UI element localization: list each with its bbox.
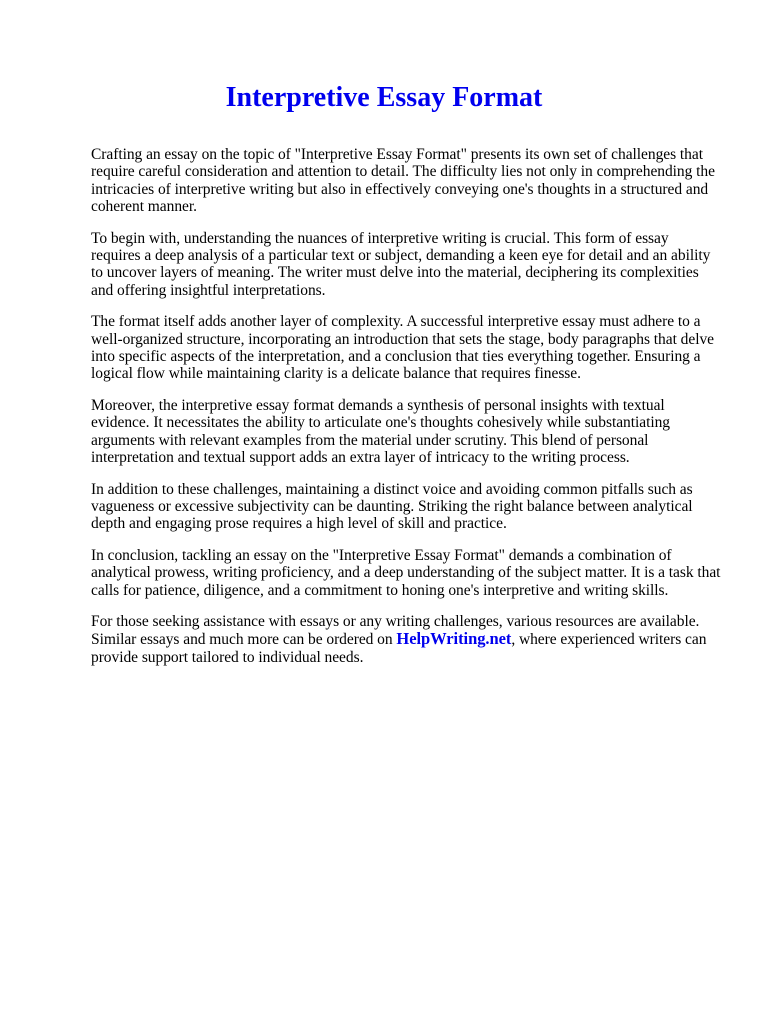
paragraph-1: Crafting an essay on the topic of "Interpretive Essay Format" presents its own set of challenges that require careful consideration and attention to detail. The difficulty lies not only in comprehending the intricacies of interpretive writing but also in effectively conveying one's thoughts in a structured and coherent manner.: [91, 146, 715, 216]
page-title: Interpretive Essay Format: [225, 82, 543, 113]
paragraph-7: [91, 613, 721, 666]
paragraph-2: To begin with, understanding the nuances of interpretive writing is crucial. This form of essay requires a deep analysis of a particular text or subject, demanding a keen eye for detail and an ability to uncover layers of meaning. The writer must delve into the material, deciphering its complexities and offering insightful interpretations.: [91, 229, 711, 299]
paragraph-7-after-link: , where experienced writers can provide support tailored to individual needs.: [91, 631, 707, 666]
paragraph-5: In addition to these challenges, maintaining a distinct voice and avoiding common pitfalls such as vagueness or excessive subjectivity can be daunting. Striking the right balance between analytical depth and engaging prose requires a high level of skill and practice.: [91, 480, 693, 533]
document-body: [91, 146, 721, 680]
paragraph-4: Moreover, the interpretive essay format demands a synthesis of personal insights with textual evidence. It necessitates the ability to articulate one's thoughts cohesively while substantiating arguments with relevant examples from the material under scrutiny. This blend of personal interpretation and textual support adds an extra layer of intricacy to the writing process.: [91, 396, 670, 467]
helpwriting-link[interactable]: HelpWriting.net: [396, 629, 512, 649]
paragraph-7-before-link: For those seeking assistance with essays or any writing challenges, various resources are available. Similar essays and much more can be ordered on: [91, 612, 700, 649]
paragraph-3: The format itself adds another layer of complexity. A successful interpretive essay must adhere to a well-organized structure, incorporating an introduction that sets the stage, body paragraphs that delve into specific aspects of the interpretation, and a conclusion that ties everything together. Ensuring a logical flow while maintaining clarity is a delicate balance that requires finesse.: [91, 313, 714, 383]
paragraph-6: In conclusion, tackling an essay on the "Interpretive Essay Format" demands a combination of analytical prowess, writing proficiency, and a deep understanding of the subject matter. It is a task that calls for patience, diligence, and a commitment to honing one's interpretive and writing skills.: [91, 546, 721, 599]
